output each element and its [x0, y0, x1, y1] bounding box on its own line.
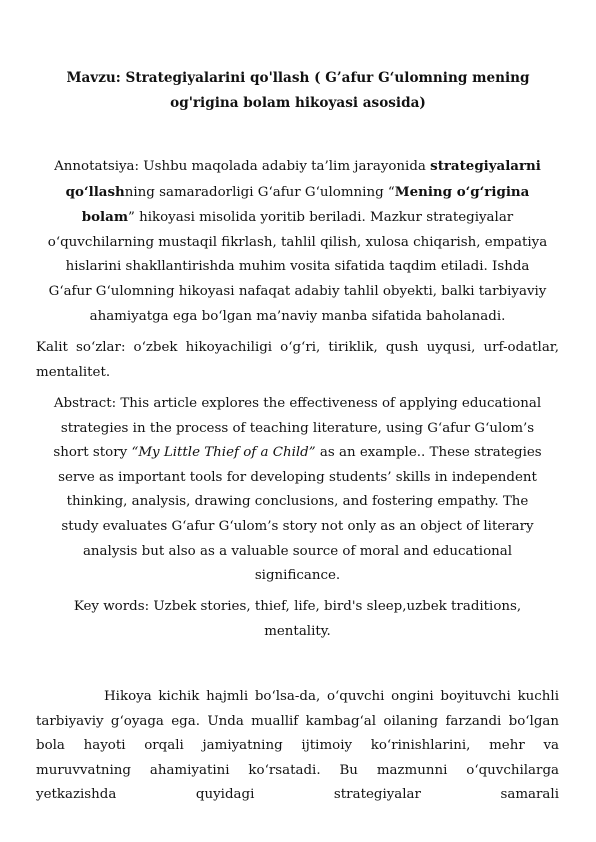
abstract-line-2: strategies in the process of teaching literature, using G‘afur G‘ulom’s: [60, 420, 535, 436]
abstract-line-1: Abstract: This article explores the effectiveness of applying educational: [53, 396, 542, 411]
abstract-paragraph: [36, 392, 559, 589]
annotation-line-4: o‘quvchilarning mustaqil fikrlash, tahlil qilish, xulosa chiqarish, empatiya: [47, 234, 548, 250]
keywords-en-line-1: Key words: Uzbek stories, thief, life, bird's sleep,uzbek traditions,: [73, 599, 522, 614]
annotation-paragraph: [36, 154, 559, 329]
abstract-line-4: serve as important tools for developing students’ skills in independent: [58, 469, 537, 485]
annotation-line-6: G‘afur G‘ulomning hikoyasi nafaqat adabiy tahlil obyekti, balki tarbiyaviy: [48, 283, 547, 299]
body-line-4: muruvvatning ahamiyatini ko‘rsatadi. Bu mazmunni o‘quvchilarga: [36, 762, 559, 778]
annotation-line-1: Annotatsiya: Ushbu maqolada adabiy ta’lim jarayonida strategiyalarni: [54, 158, 541, 174]
annotation-line-5: hislarini shakllantirishda muhim vosita sifatida taqdim etiladi. Ishda: [65, 259, 530, 275]
abstract-line-3: short story “My Little Thief of a Child” as an example.. These strategies: [53, 445, 542, 461]
annotation-line-2: qo‘llashning samaradorligi G‘afur G‘ulomning “Mening o‘g‘rigina: [65, 183, 530, 200]
keywords-uz-line-2: mentalitet.: [36, 364, 111, 380]
keywords-en-line-2: mentality.: [264, 623, 331, 639]
keywords-en-paragraph: [36, 595, 559, 644]
body-line-5: yetkazishda quyidagi strategiyalar samarali: [36, 787, 559, 803]
abstract-line-5: thinking, analysis, drawing conclusions, and fostering empathy. The: [66, 494, 529, 510]
body-line-2: tarbiyaviy g‘oyaga ega. Unda muallif kambag‘al oilaning farzandi bo‘lgan: [36, 713, 559, 729]
abstract-line-7: analysis but also as a valuable source of moral and educational: [82, 543, 513, 559]
paper-title: [40, 66, 556, 116]
body-paragraph: [36, 685, 559, 808]
title-line-1: Mavzu: Strategiyalarini qo'llash ( G’afur G‘ulomning mening: [66, 70, 530, 86]
title-line-2: og'rigina bolam hikoyasi asosida): [170, 95, 426, 111]
body-line-1: Hikoya kichik hajmli bo‘lsa-da, o‘quvchi ongini boyituvchi kuchli: [104, 689, 559, 704]
annotation-line-3: bolam” hikoyasi misolida yoritib beriladi. Mazkur strategiyalar: [81, 209, 514, 226]
keywords-uz-paragraph: [36, 336, 559, 385]
abstract-line-6: study evaluates G‘afur G‘ulom’s story not only as an object of literary: [61, 518, 534, 534]
story-title-english: “My Little Thief of a Child”: [131, 445, 316, 461]
body-line-3: bola hayoti orqali jamiyatning ijtimoiy ko‘rinishlarini, mehr va: [36, 738, 559, 754]
abstract-line-8: significance.: [254, 568, 341, 584]
keywords-uz-line-1: Kalit so‘zlar: o‘zbek hikoyachiligi o‘g‘ri, tiriklik, qush uyqusi, urf-odatlar,: [36, 340, 559, 355]
annotation-line-7: ahamiyatga ega bo‘lgan ma’naviy manba sifatida baholanadi.: [89, 308, 506, 324]
